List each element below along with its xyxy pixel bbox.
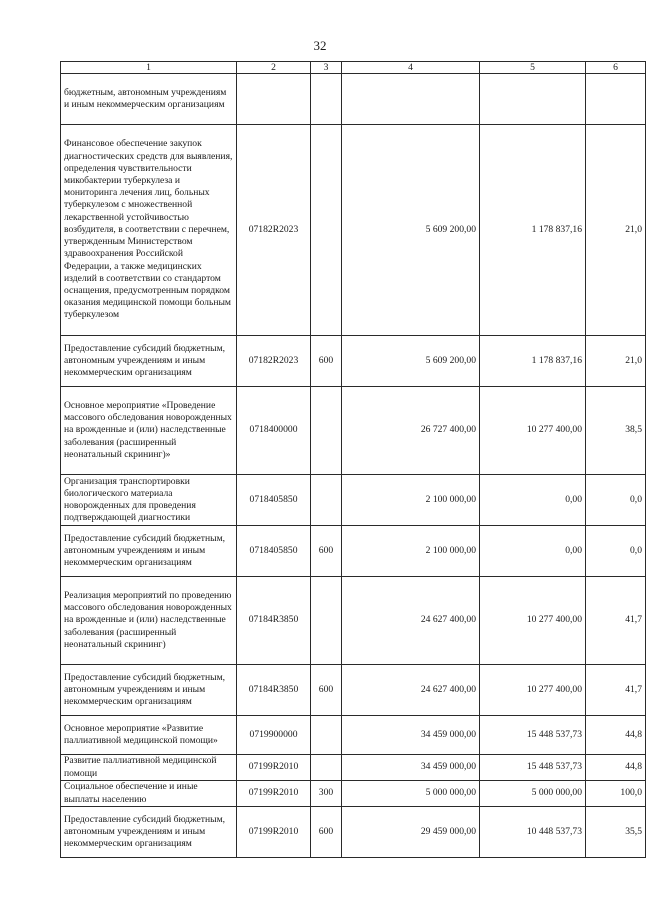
row-fact: 10 277 400,00 <box>480 387 586 475</box>
row-fact: 10 277 400,00 <box>480 577 586 665</box>
row-expense-type <box>311 74 342 125</box>
header-col-3: 3 <box>311 62 342 74</box>
row-percent: 21,0 <box>586 125 646 336</box>
row-plan: 29 459 000,00 <box>342 807 480 858</box>
row-fact: 10 277 400,00 <box>480 665 586 716</box>
row-plan: 24 627 400,00 <box>342 577 480 665</box>
row-name: Основное мероприятие «Проведение массового обследования новорожденных на врожденные и (или) наследственные заболевания (расширенный неонатальный скрининг)» <box>61 387 237 475</box>
row-fact: 0,00 <box>480 475 586 526</box>
row-plan: 24 627 400,00 <box>342 665 480 716</box>
row-plan: 34 459 000,00 <box>342 716 480 755</box>
row-name: Развитие паллиативной медицинской помощи <box>61 755 237 781</box>
row-plan: 26 727 400,00 <box>342 387 480 475</box>
row-expense-type <box>311 716 342 755</box>
row-name: Предоставление субсидий бюджетным, автономным учреждениям и иным некоммерческим организациям <box>61 526 237 577</box>
table-row <box>61 807 646 858</box>
row-code: 0718405850 <box>237 475 311 526</box>
header-col-5: 5 <box>480 62 586 74</box>
row-code <box>237 74 311 125</box>
row-percent: 100,0 <box>586 781 646 807</box>
table-row <box>61 526 646 577</box>
row-percent: 0,0 <box>586 475 646 526</box>
row-fact: 1 178 837,16 <box>480 125 586 336</box>
row-code: 07199R2010 <box>237 781 311 807</box>
row-fact: 10 448 537,73 <box>480 807 586 858</box>
budget-table <box>60 61 646 858</box>
row-expense-type: 600 <box>311 665 342 716</box>
row-name: Организация транспортировки биологического материала новорожденных для проведения подтверждающей диагностики <box>61 475 237 526</box>
row-percent: 21,0 <box>586 336 646 387</box>
table-row <box>61 74 646 125</box>
row-percent: 44,8 <box>586 755 646 781</box>
row-name: Основное мероприятие «Развитие паллиативной медицинской помощи» <box>61 716 237 755</box>
table-header-row <box>61 62 646 74</box>
row-name: Предоставление субсидий бюджетным, автономным учреждениям и иным некоммерческим организациям <box>61 807 237 858</box>
row-name: бюджетным, автономным учреждениям и иным некоммерческим организациям <box>61 74 237 125</box>
header-col-6: 6 <box>586 62 646 74</box>
row-fact: 15 448 537,73 <box>480 716 586 755</box>
header-col-4: 4 <box>342 62 480 74</box>
row-code: 07182R2023 <box>237 336 311 387</box>
row-percent: 44,8 <box>586 716 646 755</box>
row-plan: 34 459 000,00 <box>342 755 480 781</box>
row-code: 07199R2010 <box>237 755 311 781</box>
row-percent: 0,0 <box>586 526 646 577</box>
row-expense-type: 600 <box>311 336 342 387</box>
row-fact: 5 000 000,00 <box>480 781 586 807</box>
row-code: 0719900000 <box>237 716 311 755</box>
row-plan: 2 100 000,00 <box>342 475 480 526</box>
row-plan <box>342 74 480 125</box>
row-expense-type <box>311 475 342 526</box>
row-code: 0718400000 <box>237 387 311 475</box>
row-plan: 5 000 000,00 <box>342 781 480 807</box>
row-code: 07184R3850 <box>237 665 311 716</box>
row-percent: 35,5 <box>586 807 646 858</box>
row-fact: 1 178 837,16 <box>480 336 586 387</box>
table-row <box>61 387 646 475</box>
row-plan: 2 100 000,00 <box>342 526 480 577</box>
header-col-1: 1 <box>61 62 237 74</box>
row-percent: 38,5 <box>586 387 646 475</box>
table-row <box>61 125 646 336</box>
row-name: Финансовое обеспечение закупок диагностических средств для выявления, определения чувствительности микобактерии туберкулеза и мониторинга лечения лиц, больных туберкулезом с множественной лекарственной устойчивостью возбудителя, в соответствии с перечнем, утвержденным Министерством здравоохранения Российской Федерации, а также медицинских изделий в соответствии со стандартом оснащения, предусмотренным порядком оказания медицинской помощи больным туберкулезом <box>61 125 237 336</box>
table-row <box>61 475 646 526</box>
header-col-2: 2 <box>237 62 311 74</box>
row-plan: 5 609 200,00 <box>342 336 480 387</box>
row-expense-type <box>311 577 342 665</box>
row-fact <box>480 74 586 125</box>
row-name: Реализация мероприятий по проведению массового обследования новорожденных на врожденные и (или) наследственные заболевания (расширенный неонатальный скрининг) <box>61 577 237 665</box>
row-fact: 15 448 537,73 <box>480 755 586 781</box>
row-expense-type <box>311 387 342 475</box>
row-expense-type: 600 <box>311 526 342 577</box>
table-row <box>61 781 646 807</box>
row-expense-type <box>311 755 342 781</box>
table-row <box>61 336 646 387</box>
row-code: 07199R2010 <box>237 807 311 858</box>
table-row <box>61 665 646 716</box>
row-percent <box>586 74 646 125</box>
row-name: Предоставление субсидий бюджетным, автономным учреждениям и иным некоммерческим организациям <box>61 665 237 716</box>
row-expense-type: 300 <box>311 781 342 807</box>
row-fact: 0,00 <box>480 526 586 577</box>
row-name: Социальное обеспечение и иные выплаты населению <box>61 781 237 807</box>
row-code: 0718405850 <box>237 526 311 577</box>
table-row <box>61 716 646 755</box>
row-percent: 41,7 <box>586 577 646 665</box>
table-row <box>61 577 646 665</box>
row-expense-type <box>311 125 342 336</box>
row-code: 07184R3850 <box>237 577 311 665</box>
row-percent: 41,7 <box>586 665 646 716</box>
page-number: 32 <box>313 38 327 53</box>
row-plan: 5 609 200,00 <box>342 125 480 336</box>
row-name: Предоставление субсидий бюджетным, автономным учреждениям и иным некоммерческим организациям <box>61 336 237 387</box>
row-expense-type: 600 <box>311 807 342 858</box>
table-row <box>61 755 646 781</box>
row-code: 07182R2023 <box>237 125 311 336</box>
